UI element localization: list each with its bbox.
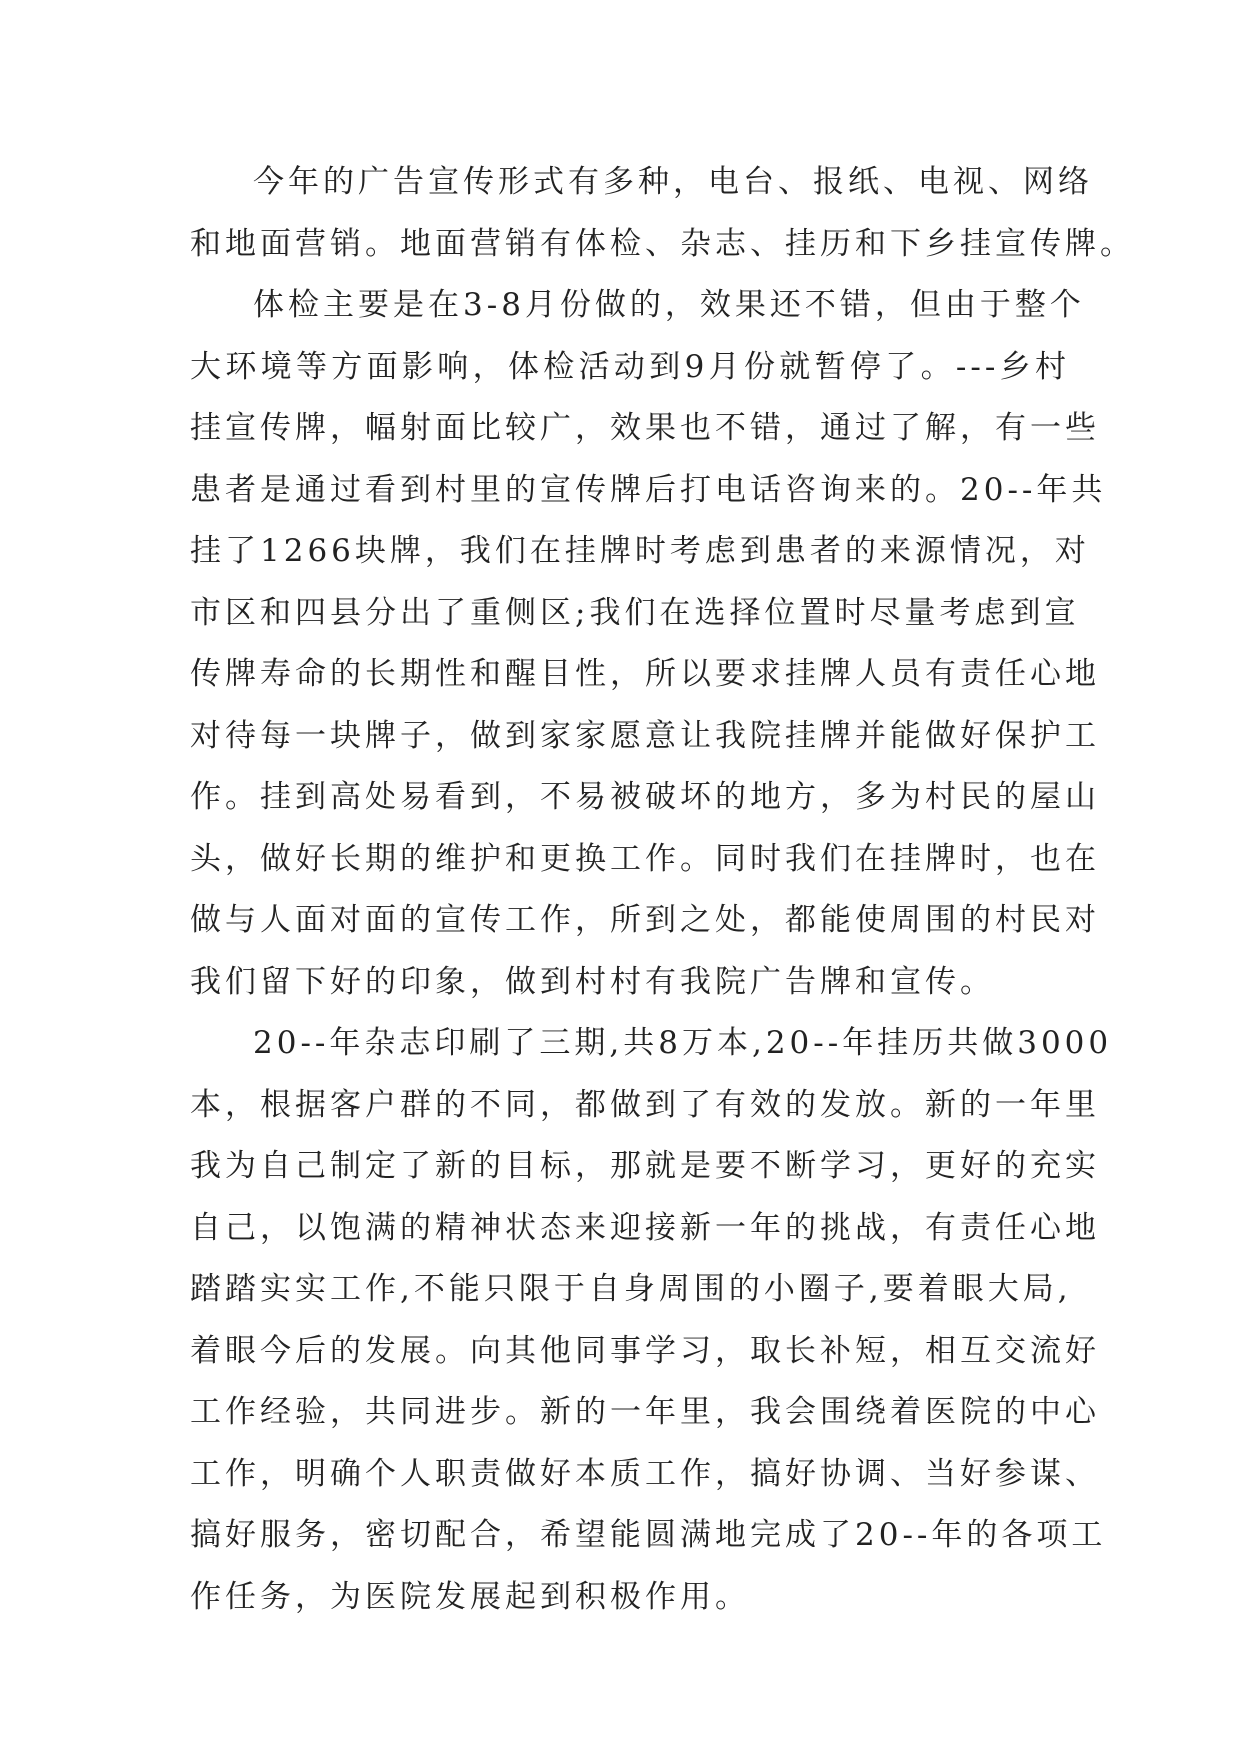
text-line: 头，做好长期的维护和更换工作。同时我们在挂牌时，也在	[190, 840, 1100, 877]
paragraph-health-check-and-signboards	[190, 275, 1107, 1013]
text-line: 和地面营销。地面营销有体检、杂志、挂历和下乡挂宣传牌。	[190, 225, 1135, 262]
text-line: 挂了1266块牌，我们在挂牌时考虑到患者的来源情况，对	[190, 533, 1090, 569]
text-line: 做与人面对面的宣传工作，所到之处，都能使周围的村民对	[190, 902, 1100, 938]
text-line: 我们留下好的印象，做到村村有我院广告牌和宣传。	[190, 963, 995, 1000]
text-line: 作任务，为医院发展起到积极作用。	[190, 1578, 750, 1615]
text-line: 传牌寿命的长期性和醒目性，所以要求挂牌人员有责任心地	[190, 656, 1100, 692]
text-line: 今年的广告宣传形式有多种，电台、报纸、电视、网络	[253, 164, 1093, 200]
text-line: 患者是通过看到村里的宣传牌后打电话咨询来的。20--年共	[190, 471, 1107, 508]
document-body	[190, 152, 1135, 1628]
text-line: 我为自己制定了新的目标，那就是要不断学习，更好的充实	[190, 1148, 1100, 1184]
text-line: 体检主要是在3-8月份做的，效果还不错，但由于整个	[253, 287, 1085, 323]
text-line: 挂宣传牌，幅射面比较广，效果也不错，通过了解，有一些	[190, 410, 1100, 446]
text-line: 着眼今后的发展。向其他同事学习，取长补短，相互交流好	[190, 1332, 1100, 1369]
text-line: 踏踏实实工作,不能只限于自身周围的小圈子,要着眼大局,	[190, 1271, 1072, 1307]
text-line: 本，根据客户群的不同，都做到了有效的发放。新的一年里	[190, 1086, 1100, 1123]
text-line: 20--年杂志印刷了三期,共8万本,20--年挂历共做3000	[253, 1025, 1113, 1061]
text-line: 搞好服务，密切配合，希望能圆满地完成了20--年的各项工	[190, 1517, 1107, 1553]
paragraph-advertising-forms	[190, 152, 1135, 275]
text-line: 市区和四县分出了重侧区;我们在选择位置时尽量考虑到宣	[190, 594, 1080, 631]
text-line: 大环境等方面影响，体检活动到9月份就暂停了。---乡村	[190, 348, 1070, 385]
text-line: 作。挂到高处易看到，不易被破坏的地方，多为村民的屋山	[190, 779, 1100, 815]
text-line: 对待每一块牌子，做到家家愿意让我院挂牌并能做好保护工	[190, 717, 1100, 754]
paragraph-magazines-and-plans	[190, 1013, 1113, 1628]
text-line: 自己，以饱满的精神状态来迎接新一年的挑战，有责任心地	[190, 1209, 1100, 1246]
text-line: 工作经验，共同进步。新的一年里，我会围绕着医院的中心	[190, 1394, 1100, 1430]
text-line: 工作，明确个人职责做好本质工作，搞好协调、当好参谋、	[190, 1455, 1100, 1492]
